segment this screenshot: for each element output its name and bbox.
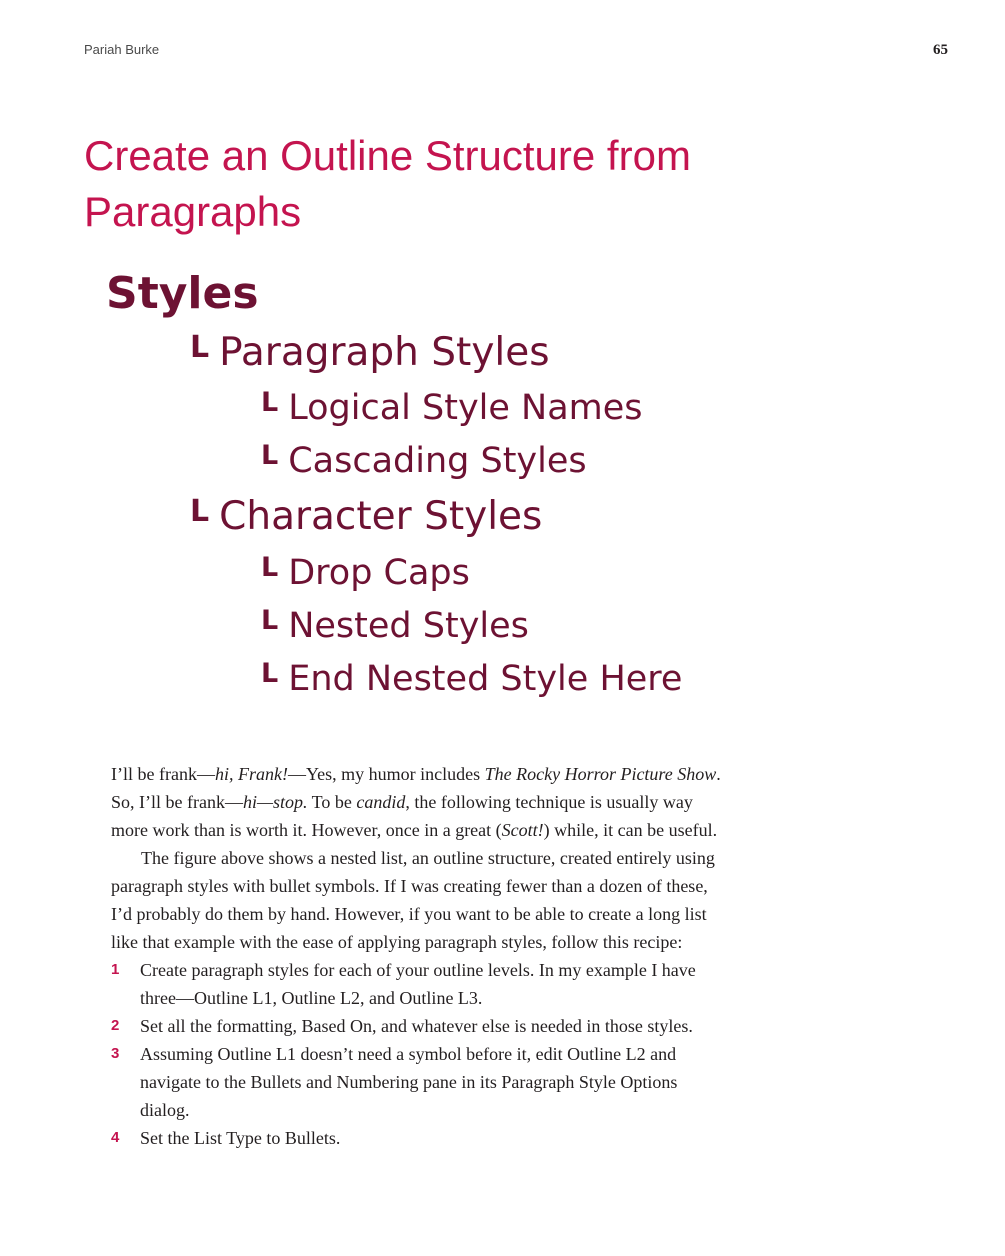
page-number: 65 xyxy=(933,42,948,58)
outline-root: Styles xyxy=(106,268,259,319)
outline-item-cascading-styles xyxy=(261,440,587,481)
italic-run: The Rocky Horror Picture Show xyxy=(484,764,717,784)
italic-run: candid xyxy=(356,792,406,812)
outline-item-character-styles xyxy=(190,494,542,539)
step-text: Create paragraph styles for each of your outline levels. In my example I have three—Outline L1, Outline L2, and Outline L3. xyxy=(140,960,696,1008)
list-item xyxy=(111,956,731,1012)
step-number: 3 xyxy=(111,1045,120,1062)
outline-bullet-icon: L xyxy=(261,552,279,583)
outline-bullet-icon: L xyxy=(261,440,279,471)
body-text xyxy=(111,760,731,1152)
outline-label: Cascading Styles xyxy=(288,441,587,481)
outline-item-drop-caps xyxy=(261,552,470,593)
outline-item-logical-style-names xyxy=(261,387,643,428)
list-item xyxy=(111,1124,731,1152)
text-run: To be xyxy=(307,792,357,812)
outline-label: Drop Caps xyxy=(288,553,470,593)
page-title xyxy=(84,128,784,240)
outline-label: Nested Styles xyxy=(288,606,529,646)
list-item xyxy=(111,1012,731,1040)
step-text: Set all the formatting, Based On, and whatever else is needed in those styles. xyxy=(140,1016,693,1036)
text-run: , the following technique is usually way more work than is worth it. However, once in a great ( xyxy=(111,792,693,840)
text-run: —Yes, my humor includes xyxy=(287,764,485,784)
text-run: . So, I’ll be frank— xyxy=(111,764,721,812)
outline-item-end-nested-style-here xyxy=(261,658,682,699)
italic-run: hi, Frank! xyxy=(214,764,288,784)
running-head: Pariah Burke xyxy=(84,42,160,57)
italic-run: hi—stop. xyxy=(242,792,308,812)
outline-item-paragraph-styles xyxy=(190,330,550,375)
step-number: 2 xyxy=(111,1017,120,1034)
outline-bullet-icon: L xyxy=(261,387,279,418)
title-line-1: Create an Outline Structure from xyxy=(84,132,691,179)
step-text: Assuming Outline L1 doesn’t need a symbol before it, edit Outline L2 and navigate to the Bullets and Numbering pane in its Paragraph Style Options dialog. xyxy=(140,1044,678,1120)
outline-item-nested-styles xyxy=(261,605,529,646)
outline-label: Character Styles xyxy=(219,494,543,539)
text-run: I’ll be frank— xyxy=(111,764,215,784)
outline-bullet-icon: L xyxy=(190,330,210,365)
figure-description-paragraph: The figure above shows a nested list, an outline structure, created entirely using paragraph styles with bullet symbols. If I was creating fewer than a dozen of these, I’d probably do them by hand. However, if you want to be able to create a long list like that example with the ease of applying paragraph styles, follow this recipe: xyxy=(111,848,715,952)
outline-bullet-icon: L xyxy=(261,658,279,689)
title-line-2: Paragraphs xyxy=(84,188,302,235)
outline-label: End Nested Style Here xyxy=(288,659,683,699)
steps-list xyxy=(111,956,731,1152)
step-number: 4 xyxy=(111,1129,120,1146)
outline-bullet-icon: L xyxy=(261,605,279,636)
list-item xyxy=(111,1040,731,1124)
intro-paragraph xyxy=(111,760,731,844)
text-run: ) while, it can be useful. xyxy=(543,820,718,840)
outline-label: Paragraph Styles xyxy=(219,330,550,375)
outline-label: Logical Style Names xyxy=(288,388,643,428)
step-number: 1 xyxy=(111,961,120,978)
italic-run: Scott! xyxy=(501,820,544,840)
step-text: Set the List Type to Bullets. xyxy=(140,1128,341,1148)
outline-bullet-icon: L xyxy=(190,494,210,529)
